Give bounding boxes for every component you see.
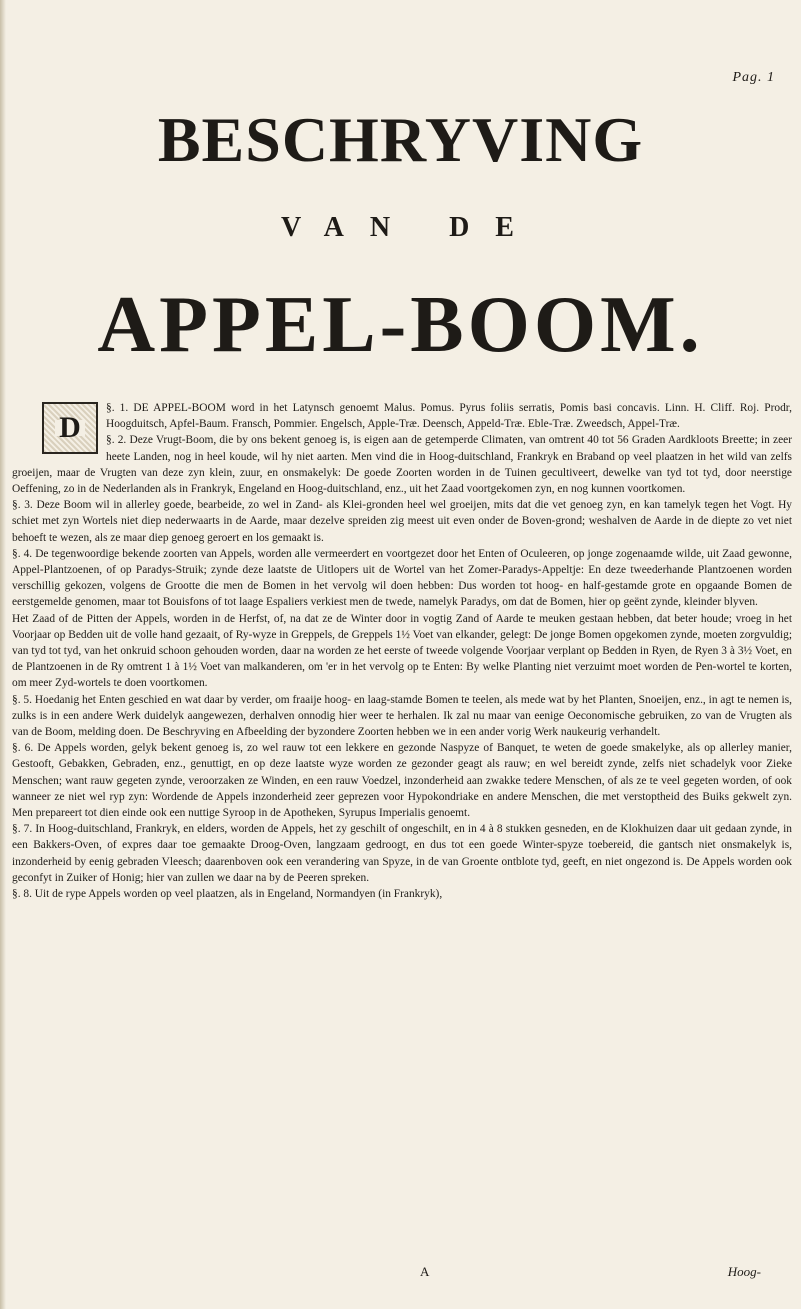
paragraph-8: §. 7. In Hoog-duitschland, Frankryk, en elders, worden de Appels, het zy geschilt of ongeschilt, en in 4 à 8 stukken gesneden, en de Klokhuizen daar uit gedaan zynde, in een Bakkers-Oven, of expres daar toe gemaakte Droog-Oven, langzaam gedroogt, en dus tot een goede Winter-spyze toebereid, die gantsch niet onsmakelyk is, inzonderheid by eenig gebraden Vleesch; daarenboven ook een verandering van Spyze, in de van Groente ontblote tyd, geeft, en niet ongezond is. De Appels worden ook geconfyt in Zuiker of Honig; hier van zullen we daar na by de Peeren spreken. (12, 823, 792, 884)
paragraph-7: §. 6. De Appels worden, gelyk bekent genoeg is, zo wel rauw tot een lekkere en gezonde Naspyze of Banquet, te weten de goede smakelyke, als op allerley manier, Gestooft, Gebakken, Gebraden, enz., genuttigt, en op deze laatste wyze worden ze gezonder geagt als rauw; en wel bereidt zynde, zelfs niet schadelyk voor Zieke Menschen; want rauw gegeten zynde, veroorzaken ze Winden, en een rauw Voedzel, inzonderheid aan zwakke tedere Menschen, of als ze te veel gegeten worden, of ook wanneer ze niet wel ryp zyn: Wordende de Appels inzonderheid zeer geprezen voor Hypokondriake en andere Menschen, die met verstoptheid des Buiks gekwelt zyn. Men prepareert tot dien einde ook een nuttige Syroop in de Apotheken, Syrupus Imperialis genoemt. (12, 742, 792, 820)
initial-letter: D (55, 420, 85, 436)
title-sub: VAN DE (281, 212, 540, 243)
paragraph-4: §. 4. De tegenwoordige bekende zoorten van Appels, worden alle vermeerdert en voortgezet door het Enten of Oculeeren, op jonge zogenaamde wilde, uit Zaad gewonne, Appel-Plantzoenen, of op Paradys-Struik; zynde deze laatste de Uitlopers uit de Wortel van het Zomer-Paradys-Appeltje: En deze tweederhande Plantzoenen worden verschillig gekozen, volgens de Grootte die men de Bomen in het vervolg wil doen hebben: Dus worden tot hoog- en half-gestamde grote en opgaande Bomen de eerstgemelde genomen, maar tot Bouisfons of tot laage Espaliers verkiest men de twede, namelyk Paradys, om dat de Bomen, hier op geënt zynde, kleinder blyven. (12, 547, 792, 609)
paragraph-3: §. 3. Deze Boom wil in allerley goede, bearbeide, zo wel in Zand- als Klei-gronden heel wel groeijen, mits dat die vet genoeg zyn, en kan tamelyk tegen het Vogt. Hy schiet met zyn Wortels niet diep nederwaarts in de Aarde, maar dezelve spreiden zig meest uit even onder de Boven-grond; weshalven de Aarde in de diepte zo vet niet behoeft te wezen, als ze maar diep genoeg geroert en los gemaakt is. (12, 499, 792, 544)
title-main: BESCHRYVING (157, 104, 644, 175)
paragraph-1: §. 1. DE APPEL-BOOM word in het Latynsch genoemt Malus. Pomus. Pyrus foliis serratis, Pomis basi concavis. Linn. H. Cliff. Roj. Prodr, Hoogduitsch, Apfel-Baum. Fransch, Pommier. Engelsch, Apple-Træ. Deensch, Appeld-Træ. Eble-Træ. Zweedsch, Appel-Træ. (106, 402, 792, 431)
paragraph-6: §. 5. Hoedanig het Enten geschied en wat daar by verder, om fraaije hoog- en laag-stamde Bomen te teelen, als mede wat by het Planten, Snoeijen, enz., in agt te nemen is, zulks is in een andere Werk duidelyk aangewezen, derhalven onnodig hier weer te herhalen. Ik zal nu maar van eenige Oeconomische gebruiken, zo van de Vrugten als van de Boom, melding doen. De Beschryving en Afbeelding der byzondere Zoorten hebben we in een ander vorig Werk naukeurig verhandelt. (12, 693, 792, 739)
paragraph-5: Het Zaad of de Pitten der Appels, worden in de Herfst, of, na dat ze de Winter door in vogtig Zand of Aarde te meuken gestaan hebben, dat beter houde; vroeg in het Voorjaar op Bedden uit de volle hand gezaait, of Ry-wyze in Greppels, de Greppels 1½ Voet van elkander, gelegt: De jonge Bomen opgekomen zynde, moeten zorgvuldig; van tyd tot tyd, van het onkruid schoon gehouden worden, daar na worden ze het eerste of tweede volgende Voorjaar verplant op Bedden in Ryen, de Ryen 3 à 3½ Voet, en de Plantzoenen in de Ry omtrent 1 à 1½ Voet van malkanderen, om 'er in het vervolg op te Enten: By welke Planting niet verzuimt moet worden de Pen-wortel te korten, om meer Zyd-wortels te doen voortkomen. (12, 612, 792, 690)
page-footer (0, 1264, 801, 1284)
catchword: Hoog- (727, 1264, 761, 1279)
body-text (12, 400, 792, 902)
signature-mark: A (420, 1264, 430, 1279)
title-book: APPEL-BOOM. (97, 281, 704, 369)
paragraph-2: §. 2. Deze Vrugt-Boom, die by ons bekent genoeg is, is eigen aan de getemperde Climaten, van omtrent 40 tot 56 Graden Aardkloots Breette; in zeer heete Landen, nog in heel koude, wil hy niet aarten. Men vind die in Hoog-duitschland, Frankryk en Braband op veel plaatzen in het wild van zelfs groeijen, maar de Vrugten van deze zyn klein, zuur, en onsmakelyk: De goede Zoorten worden in de Tuinen gecultiveert, dewelke van tyd tot tyd, door neerstige Oeffening, zo in de Nederlanden als in Frankryk, Engeland en Hoog-duitschland, enz., uit het Zaad voortgekomen zyn, en nog kunnen voortkomen. (12, 434, 792, 496)
page-spine-shadow (0, 0, 6, 1309)
paragraph-9: §. 8. Uit de rype Appels worden op veel plaatzen, als in Engeland, Normandyen (in Frankryk), (12, 888, 443, 901)
page-number: Pag. 1 (732, 70, 775, 85)
decorated-initial (42, 402, 98, 454)
